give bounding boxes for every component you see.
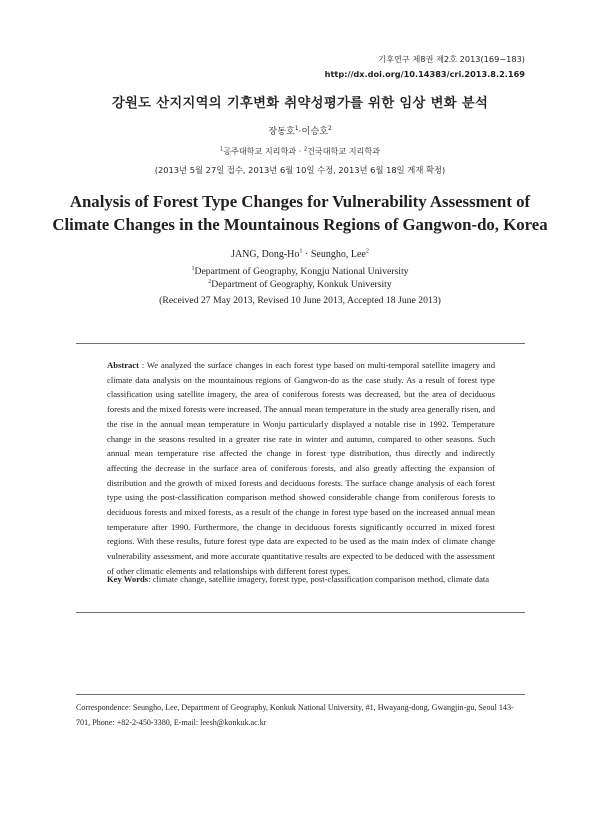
- english-affil-1: Department of Geography, Kongju National University: [194, 266, 409, 277]
- english-author-2: Seungho, Lee: [310, 249, 366, 260]
- korean-author-2: 이승호: [301, 126, 329, 137]
- english-submission-dates: (Received 27 May 2013, Revised 10 June 2013, Accepted 18 June 2013): [159, 295, 441, 306]
- abstract-text: : We analyzed the surface changes in each forest type based on multi-temporal satellite imagery and climate data analysis on the mountainous regions of Gangwon-do as the case study. As a result of forest type classification using satellite imagery, the area of coniferous forests was decreased, but the area of deciduous forests and the mixed forests were increased. The annual mean temperature in the study area generally risen, and the rise in the annual mean temperature in Wonju particularly displayed a notable rise in 1992. Temperature change in the seasons resulted in a greater rise rate in winter and autumn, compared to other seasons. Such annual mean temperature rise affected the change in forest type distribution, thus directly and indirectly affecting the decrease in the surface area of coniferous forests, and also greatly affecting the expansion of distribution and the growth of mixed forests and deciduous forests. The surface change analysis of each forest type using the post-classification comparison method showed considerable change from coniferous forests to deciduous forests and mixed forests, as a result of the change in forest type based on the increased annual mean temperature after 1990. Furthermore, the change in deciduous forests significantly occurred in mixed forest regions. With these results, future forest type data are expected to be used as the main index of climate change vulnerability assessment, and more accurate quantitative results are expected to be deduced with the assessment of other climatic elements and relationships with different forest types.: [107, 360, 495, 576]
- abstract-label: Abstract: [107, 360, 139, 370]
- english-affil-line-2: [0, 278, 600, 291]
- keywords-text: : climate change, satellite imagery, forest type, post-classification comparison method, climate data: [148, 574, 490, 584]
- korean-author-1-sup: 1: [294, 125, 299, 132]
- footnote-rule: [76, 694, 525, 695]
- author-separator: ·: [302, 249, 311, 260]
- english-affil-1-sup: 1: [191, 265, 195, 272]
- doi-link[interactable]: http://dx.doi.org/10.14383/cri.2013.8.2.169: [324, 69, 525, 79]
- abstract-top-rule: [76, 343, 525, 344]
- english-affil-2-sup: 2: [208, 278, 212, 285]
- korean-affiliations: [0, 146, 600, 157]
- korean-affil-1-sup: 1: [219, 146, 224, 153]
- english-title-line-1: Analysis of Forest Type Changes for Vulnerability Assessment of: [69, 192, 531, 211]
- korean-affil-1: 공주대학교 지리학과: [223, 146, 297, 156]
- korean-author-1: 장동호: [268, 126, 295, 137]
- english-affiliations: [0, 265, 600, 291]
- korean-affil-2: 건국대학교 지리학과: [307, 146, 381, 156]
- english-author-1: JANG, Dong-Ho: [231, 249, 300, 260]
- abstract-bottom-rule: [76, 612, 525, 613]
- affil-separator: ·: [296, 146, 304, 156]
- abstract-block: [107, 358, 495, 579]
- english-title: [0, 190, 600, 236]
- author-separator: ·: [298, 126, 302, 137]
- english-authors: [0, 249, 600, 260]
- keywords-block: [107, 572, 495, 587]
- journal-header: [325, 52, 525, 82]
- korean-author-2-sup: 2: [328, 125, 332, 132]
- english-title-line-2: Climate Changes in the Mountainous Regions of Gangwon-do, Korea: [52, 215, 548, 234]
- english-affil-line-1: [0, 265, 600, 278]
- english-author-1-sup: 1: [299, 247, 303, 255]
- keywords-label: Key Words: [107, 574, 149, 584]
- correspondence-footnote: Correspondence: Seungho, Lee, Department of Geography, Konkuk National University, #1, Hwayang-dong, Gwangjin-gu, Seoul 143-701, Phone: +82-2-450-3380, E-mail: leesh@konkuk.ac.kr: [76, 703, 514, 727]
- korean-authors: [0, 123, 600, 137]
- journal-citation: 기후연구 제8권 제2호 2013(169~183): [378, 54, 525, 64]
- korean-affil-2-sup: 2: [303, 146, 308, 153]
- korean-submission-dates: (2013년 5월 27일 접수, 2013년 6월 10일 수정, 2013년 6월 18일 게재 확정): [154, 165, 446, 175]
- korean-title: 강원도 산지지역의 기후변화 취약성평가를 위한 임상 변화 분석: [111, 96, 489, 111]
- english-affil-2: Department of Geography, Konkuk University: [211, 279, 392, 290]
- english-author-2-sup: 2: [365, 247, 369, 255]
